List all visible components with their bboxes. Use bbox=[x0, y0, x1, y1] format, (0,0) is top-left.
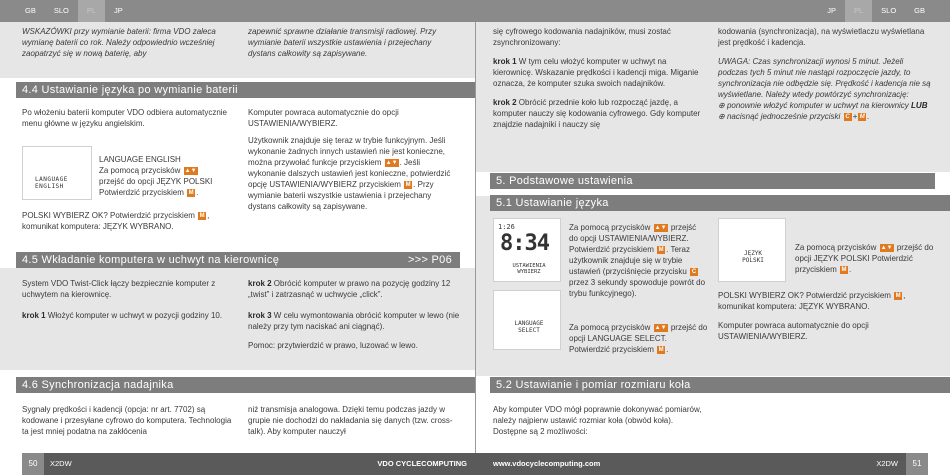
s44-intro: Po włożeniu baterii komputer VDO odbiera automatycznie menu główne w języku angielskim. bbox=[22, 108, 227, 129]
bullet-icon: ⊕ bbox=[718, 112, 727, 122]
r-c2-b2: nacisnąć jednocześnie przyciski bbox=[726, 112, 841, 122]
s51-t1a: Za pomocą przycisków bbox=[569, 223, 651, 232]
r-k2-label: krok 2 bbox=[493, 98, 517, 108]
s45-k1-label: krok 1 bbox=[22, 311, 46, 321]
m-button-icon: M bbox=[895, 292, 901, 299]
r-c2-p1: kodowania (synchronizacja), na wyświetlaczu wyświetlana jest prędkość i kadencja. bbox=[718, 27, 925, 48]
s51-lcd-polish bbox=[718, 218, 786, 282]
s44-right-col bbox=[248, 107, 460, 218]
section-4-5-label: 4.5 Wkładanie komputera w uchwyt na kierownicę bbox=[22, 254, 280, 266]
left-top-col1: WSKAZÓWKI przy wymianie baterii: firma VDO zaleca wymianę baterii co rok. Należy odpowiednio wcześniej zaopatrzyć się w nową baterię, aby bbox=[22, 27, 216, 59]
s44-lang-title: LANGUAGE ENGLISH bbox=[99, 155, 181, 164]
right-page-number: 51 bbox=[906, 453, 928, 475]
section-4-6-title: 4.6 Synchronizacja nadajnika bbox=[16, 377, 475, 393]
up-down-icon: ▲▼ bbox=[654, 324, 667, 331]
s44-confirm bbox=[22, 210, 237, 232]
s46-col2: niż transmisja analogowa. Dzięki temu podczas jazdy w grupie nie dochodzi do nakładania się danych (tzw. cross-talk). Aby komputer nauczył bbox=[248, 405, 453, 437]
m-button-icon: M bbox=[199, 212, 205, 219]
section-5-1-title: 5.1 Ustawianie języka bbox=[490, 195, 950, 211]
tab-jp[interactable]: JP bbox=[114, 5, 123, 15]
s45-k3-label: krok 3 bbox=[248, 311, 272, 321]
s51-lcd2: LANGUAGE SELECT bbox=[514, 320, 544, 334]
s51-col2-bottom bbox=[718, 290, 932, 348]
s52-text: Aby komputer VDO mógł poprawnie dokonywać pomiarów, należy najpierw ustawić rozmiar koła (obwód koła). Dostępne są 2 możliwości: bbox=[493, 405, 702, 437]
tab-gb[interactable]: GB bbox=[914, 5, 925, 15]
s51-lcd1-top: 1:26 bbox=[498, 223, 515, 231]
section-5-title: 5. Podstawowe ustawienia bbox=[490, 173, 935, 189]
s51-t2b: przejść do opcji LANGUAGE SELECT. Potwierdzić przyciskiem bbox=[569, 323, 708, 355]
c-button-icon: C bbox=[691, 269, 697, 276]
s45-help: Pomoc: przytwierdzić w prawo, luzować w lewo. bbox=[248, 341, 418, 351]
s44-right-p2b: . Jeśli wykonanie dalszych ustawień jest konieczne, potwierdzić opcję USTAWIENIA/WYBIERZ przyciskiem bbox=[248, 158, 451, 190]
up-down-icon: ▲▼ bbox=[654, 224, 667, 231]
right-col1-top bbox=[493, 26, 703, 136]
r-k2: Obrócić przednie koło lub rozpocząć jazdę, a komputer nauczy się kodowania cyfrowego. Gdy komputer znajdzie nadajniki i nauczy się bbox=[493, 98, 701, 130]
r-k1-label: krok 1 bbox=[493, 57, 517, 67]
s51-c2-p1: POLSKI WYBIERZ OK? Potwierdzić przyciskiem bbox=[718, 291, 891, 300]
tab-slo[interactable]: SLO bbox=[881, 5, 897, 15]
r-c2-b1: ponownie włożyć komputer w uchwyt na kierownicy bbox=[726, 101, 909, 111]
s51-lcd-language bbox=[493, 290, 561, 350]
s46-col1: Sygnały prędkości i kadencji (opcja: nr art. 7702) są kodowane i przesyłane cyfrowo do komputera. Technologia ta jest mniej podatna na zakłócenia bbox=[22, 405, 232, 437]
left-footer-model: X2DW bbox=[50, 459, 72, 468]
section-4-4-title: 4.4 Ustawianie języka po wymianie baterii bbox=[16, 82, 475, 98]
s45-k1: Włożyć komputer w uchwyt w pozycji godziny 10. bbox=[45, 311, 223, 321]
m-button-icon: M bbox=[859, 114, 865, 121]
up-down-icon: ▲▼ bbox=[880, 244, 893, 251]
tab-jp[interactable]: JP bbox=[827, 5, 836, 15]
s45-k2-label: krok 2 bbox=[248, 279, 272, 288]
right-language-tabs bbox=[818, 0, 934, 22]
s44-right-p2c: . Przy wymianie baterii wszystkie ustawienia i przejechany dystans całkowity są zapisywane. bbox=[248, 180, 434, 212]
s51-t3b: przejść do opcji JĘZYK POLSKI Potwierdzić przyciskiem bbox=[795, 243, 934, 275]
left-top-col2: zapewnić sprawne działanie transmisji radiowej. Przy wymianie baterii wszystkie ustawienia i przejechany dystans całkowity są zapisywane. bbox=[248, 27, 437, 59]
left-footer-brand: VDO CYCLECOMPUTING bbox=[377, 459, 467, 468]
r-k1: W tym celu włożyć komputer w uchwyt na kierownicę. Wskazanie prędkości i kadencji miga. Miganie oznacza, że komputer szuka swoich nadajników. bbox=[493, 57, 699, 89]
r-c2-lub: LUB bbox=[911, 101, 928, 111]
s51-lcd1-big: 8:34 bbox=[500, 231, 549, 256]
right-footer-url[interactable]: www.vdocyclecomputing.com bbox=[493, 459, 601, 468]
tab-pl[interactable]: PL bbox=[78, 0, 105, 22]
s51-c2-p1b: , komunikat komputera: JĘZYK WYBRANO. bbox=[718, 291, 906, 312]
right-footer-model: X2DW bbox=[876, 459, 898, 468]
m-button-icon: M bbox=[188, 189, 194, 196]
s51-lcd-main bbox=[493, 218, 561, 282]
section-4-5-ref[interactable]: >>> P06 bbox=[408, 254, 452, 266]
tab-slo[interactable]: SLO bbox=[53, 5, 69, 15]
s44-confirm-text: POLSKI WYBIERZ OK? Potwierdzić przyciskiem bbox=[22, 211, 195, 220]
section-5-2-title: 5.2 Ustawianie i pomiar rozmiaru koła bbox=[490, 377, 950, 393]
m-button-icon: M bbox=[841, 266, 847, 273]
right-footer-bar bbox=[475, 453, 906, 475]
up-button-icon: ▲▼ bbox=[184, 167, 197, 174]
s51-text2: Za pomocą przycisków ▲▼ przejść do opcji LANGUAGE SELECT. Potwierdzić przyciskiem M . bbox=[569, 323, 708, 355]
right-col2-top: kodowania (synchronizacja), na wyświetlaczu wyświetlana jest prędkość i kadencja. UWAGA: Czas synchronizacji wynosi 5 minut. Jeżeli podczas tych 5 minut nie nastąpi rozpoczęcie jazdy, to synchronizacja nie odbędzie się. Prędkość i kadencja nie są wyświetlane. Należy wtedy powtórzyć synchronizację: ⊕ ponownie włożyć komputer w uchwyt na kierownicy LUB ⊕ nacisnąć jednocześnie przyciski C + M . bbox=[718, 27, 931, 122]
page-divider bbox=[475, 22, 476, 453]
up-down-icon: ▲▼ bbox=[385, 160, 398, 167]
plus-sign: + bbox=[852, 112, 858, 122]
s51-t2a: Za pomocą przycisków bbox=[569, 323, 651, 332]
s44-lcd-display bbox=[22, 146, 92, 200]
r-c2-uwaga: UWAGA: Czas synchronizacji wynosi 5 minut. Jeżeli podczas tych 5 minut nie nastąpi rozpoczęcie jazdy, to synchronizacja nie odbędzie się. Prędkość i kadencja nie są wyświetlane. Należy wtedy powtórzyć synchronizację: bbox=[718, 57, 931, 100]
section-4-5-title bbox=[16, 252, 460, 268]
s51-text3: Za pomocą przycisków ▲▼ przejść do opcji JĘZYK POLSKI Potwierdzić przyciskiem M . bbox=[795, 243, 934, 275]
s44-lang-text3: Potwierdzić przyciskiem bbox=[99, 188, 184, 198]
left-language-tabs bbox=[16, 0, 132, 22]
s44-lang-block: LANGUAGE ENGLISH Za pomocą przycisków ▲▼ przejść do opcji JĘZYK POLSKI Potwierdzić przyciskiem M . bbox=[99, 154, 239, 198]
s44-right-p2a: Użytkownik znajduje się teraz w trybie funkcyjnym. Jeśli wykonanie żadnych innych ustawień nie jest konieczne, można przywołać funkcje przyciskiem bbox=[248, 136, 446, 168]
s44-lang-text1: Za pomocą przycisków bbox=[99, 166, 181, 176]
s44-lcd-text: LANGUAGE ENGLISH bbox=[35, 176, 68, 190]
s51-t1d: przez 3 sekundy spowoduje powrót do trybu funkcyjnego). bbox=[569, 278, 706, 299]
s44-right-p1: Komputer powraca automatycznie do opcji USTAWIENIA/WYBIERZ. bbox=[248, 108, 399, 129]
tab-pl[interactable]: PL bbox=[845, 0, 872, 22]
left-page-number: 50 bbox=[22, 453, 44, 475]
c-button-icon: C bbox=[845, 114, 850, 121]
s45-k2: Obrócić komputer w prawo na pozycję godziny 12 „twist” i zatrzasnąć w uchwycie „click”. bbox=[248, 279, 451, 300]
m-button-icon: M bbox=[658, 246, 664, 253]
s51-lcd1-sub: USTAWIENIA WYBIERZ bbox=[512, 263, 546, 276]
s44-lang-text2: przejść do opcji JĘZYK POLSKI bbox=[99, 177, 213, 187]
r-c1-top: się cyfrowego kodowania nadajników, musi zostać zsynchronizowany: bbox=[493, 27, 671, 48]
s45-p1: System VDO Twist-Click łączy bezpiecznie komputer z uchwytem na kierownicę. bbox=[22, 279, 216, 300]
s44-confirm-text2: , komunikat komputera: JĘZYK WYBRANO. bbox=[22, 211, 210, 232]
s51-t1c: . Teraz użytkownik znajduje się w trybie ustawień (przyciśnięcie przycisku bbox=[569, 245, 691, 277]
tab-gb[interactable]: GB bbox=[25, 5, 36, 15]
s45-left bbox=[22, 278, 227, 327]
s45-k3: W celu wymontowania obrócić komputer w lewo (nie należy przy tym naciskać ani ciągnąć). bbox=[248, 311, 460, 332]
left-footer-bar bbox=[44, 453, 475, 475]
bullet-icon: ⊕ bbox=[718, 101, 727, 111]
m-button-icon: M bbox=[405, 182, 411, 189]
s51-t1b: przejść do opcji USTAWIENIA/WYBIERZ. Potwierdzić przyciskiem bbox=[569, 223, 697, 255]
s51-text1 bbox=[569, 222, 707, 299]
m-button-icon: M bbox=[658, 346, 664, 353]
s51-t3a: Za pomocą przycisków bbox=[795, 243, 877, 252]
s45-right bbox=[248, 278, 460, 357]
s51-lcd3: JĘZYK POLSKI bbox=[742, 250, 764, 264]
s51-c2-p2: Komputer powraca automatycznie do opcji USTAWIENIA/WYBIERZ. bbox=[718, 321, 869, 342]
